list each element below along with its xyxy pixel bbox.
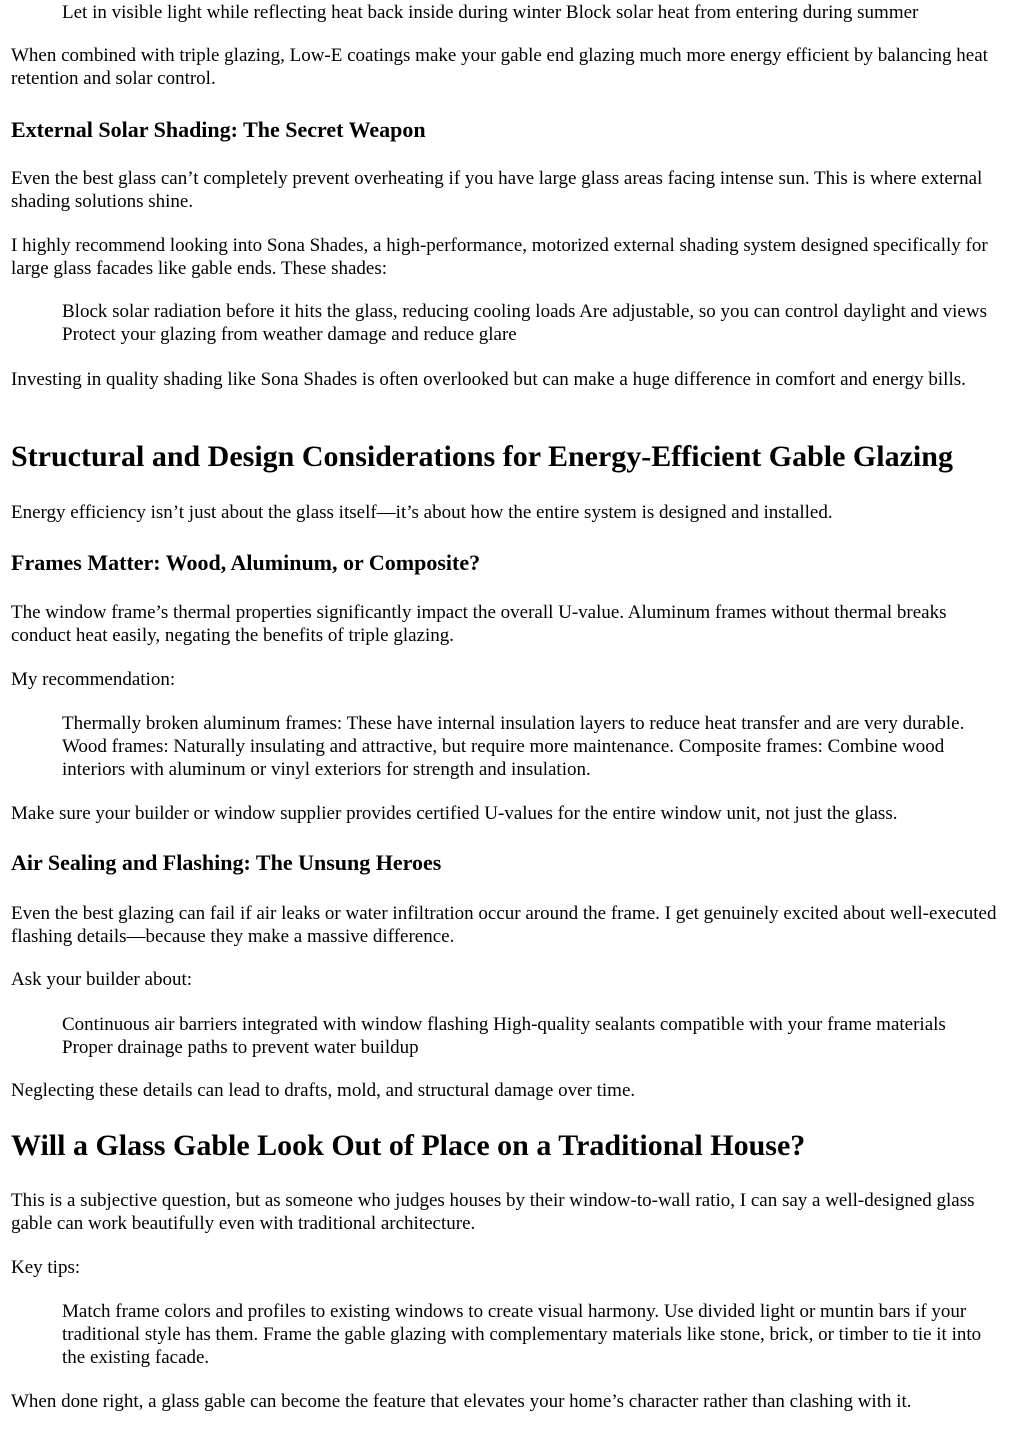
heading-air-sealing: Air Sealing and Flashing: The Unsung Heroes <box>11 850 442 875</box>
paragraph-investing-shading: Investing in quality shading like Sona Shades is often overlooked but can make a huge difference in comfort and energy bills. <box>11 369 966 390</box>
paragraph-key-tips: Key tips: <box>11 1257 81 1278</box>
list-low-e-benefits: Let in visible light while reflecting heat back inside during winter Block solar heat from entering during summer <box>62 2 919 23</box>
paragraph-energy-efficiency: Energy efficiency isn’t just about the glass itself—it’s about how the entire system is designed and installed. <box>11 502 833 523</box>
paragraph-subjective-question: This is a subjective question, but as someone who judges houses by their window-to-wall ratio, I can say a well-designed glass gable can work beautifully even with traditional architecture. <box>11 1190 975 1234</box>
paragraph-certified-u-values: Make sure your builder or window supplier provides certified U-values for the entire window unit, not just the glass. <box>11 803 898 824</box>
paragraph-done-right: When done right, a glass gable can become the feature that elevates your home’s character rather than clashing with it. <box>11 1391 912 1412</box>
heading-structural-design: Structural and Design Considerations for Energy-Efficient Gable Glazing <box>11 440 953 473</box>
paragraph-air-leaks: Even the best glazing can fail if air leaks or water infiltration occur around the frame. I get genuinely excited about well-executed flashing details—because they make a massive difference. <box>11 903 997 947</box>
paragraph-my-recommendation: My recommendation: <box>11 669 176 690</box>
list-frame-types: Thermally broken aluminum frames: These have internal insulation layers to reduce heat transfer and are very durable. Wood frames: Naturally insulating and attractive, but require more maintenance. Composite frames: Combine wood interiors with aluminum or vinyl exteriors for strength and insulation. <box>62 713 965 780</box>
heading-frames-matter: Frames Matter: Wood, Aluminum, or Composite? <box>11 550 481 575</box>
paragraph-overheating: Even the best glass can’t completely prevent overheating if you have large glass areas facing intense sun. This is where external shading solutions shine. <box>11 168 983 212</box>
paragraph-neglecting-details: Neglecting these details can lead to drafts, mold, and structural damage over time. <box>11 1080 636 1101</box>
paragraph-ask-builder: Ask your builder about: <box>11 969 193 990</box>
heading-traditional-house: Will a Glass Gable Look Out of Place on a Traditional House? <box>11 1129 806 1162</box>
heading-external-shading: External Solar Shading: The Secret Weapon <box>11 117 426 142</box>
list-shade-benefits: Block solar radiation before it hits the glass, reducing cooling loads Are adjustable, so you can control daylight and views Protect your glazing from weather damage and reduce glare <box>62 301 987 345</box>
paragraph-low-e-summary: When combined with triple glazing, Low-E coatings make your gable end glazing much more energy efficient by balancing heat retention and solar control. <box>11 45 988 89</box>
list-design-tips: Match frame colors and profiles to existing windows to create visual harmony. Use divided light or muntin bars if your traditional style has them. Frame the gable glazing with complementary materials like stone, brick, or timber to tie it into the existing facade. <box>62 1301 982 1368</box>
paragraph-frame-thermal: The window frame’s thermal properties significantly impact the overall U-value. Aluminum frames without thermal breaks conduct heat easily, negating the benefits of triple glazing. <box>11 602 947 646</box>
list-sealing-items: Continuous air barriers integrated with window flashing High-quality sealants compatible with your frame materials Proper drainage paths to prevent water buildup <box>62 1014 946 1058</box>
paragraph-sona-shades: I highly recommend looking into Sona Shades, a high-performance, motorized external shading system designed specifically for large glass facades like gable ends. These shades: <box>11 235 988 279</box>
